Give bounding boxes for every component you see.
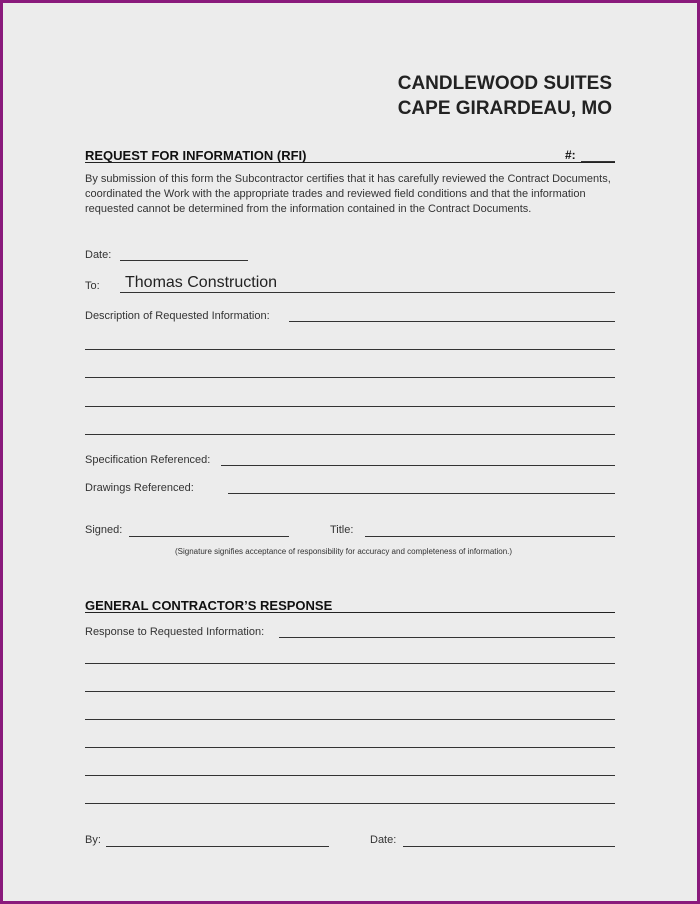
rfi-date-field[interactable]: [120, 260, 248, 261]
header-title-line2: CAPE GIRARDEAU, MO: [397, 98, 612, 119]
response-date-field[interactable]: [403, 846, 615, 847]
rfi-description-line[interactable]: [85, 377, 615, 378]
rfi-to-field[interactable]: [120, 292, 615, 293]
response-title-underline: [85, 612, 615, 613]
response-line[interactable]: [85, 719, 615, 720]
rfi-intro-text: By submission of this form the Subcontractor certifies that it has carefully reviewed the Contract Documents, coordinated the Work with the appropriate trades and reviewed field conditions and that the information requested cannot be determined from the information contained in the Contract Documents.: [85, 173, 611, 215]
response-line[interactable]: [85, 663, 615, 664]
document-page: [3, 3, 697, 901]
rfi-date-label: Date:: [85, 249, 112, 261]
rfi-number-field[interactable]: [581, 161, 615, 162]
rfi-signed-label: Signed:: [85, 524, 123, 536]
rfi-title-field[interactable]: [365, 536, 615, 537]
rfi-title-underline: [85, 162, 615, 163]
rfi-drawings-label: Drawings Referenced:: [85, 482, 194, 494]
response-line[interactable]: [85, 691, 615, 692]
rfi-to-label: To:: [85, 280, 100, 292]
rfi-drawings-field[interactable]: [228, 493, 615, 494]
rfi-title: REQUEST FOR INFORMATION (RFI): [85, 148, 307, 163]
rfi-signed-field[interactable]: [129, 536, 289, 537]
response-field[interactable]: [279, 637, 615, 638]
rfi-spec-field[interactable]: [221, 465, 615, 466]
response-date-label: Date:: [370, 834, 397, 846]
rfi-description-field[interactable]: [289, 321, 615, 322]
rfi-description-line[interactable]: [85, 406, 615, 407]
response-by-label: By:: [85, 834, 101, 846]
rfi-title-label: Title:: [330, 524, 354, 536]
response-label: Response to Requested Information:: [85, 626, 265, 638]
rfi-description-label: Description of Requested Information:: [85, 310, 270, 322]
response-line[interactable]: [85, 775, 615, 776]
response-by-field[interactable]: [106, 846, 329, 847]
rfi-description-line[interactable]: [85, 434, 615, 435]
header-title-line1: CANDLEWOOD SUITES: [397, 73, 612, 94]
rfi-spec-label: Specification Referenced:: [85, 454, 211, 466]
rfi-to-value: Thomas Construction: [125, 274, 278, 291]
rfi-number-label: #:: [565, 148, 576, 162]
response-line[interactable]: [85, 747, 615, 748]
rfi-description-line[interactable]: [85, 349, 615, 350]
rfi-signature-note: (Signature signifies acceptance of responsibility for accuracy and completeness of information.): [175, 547, 513, 556]
response-title: GENERAL CONTRACTOR’S RESPONSE: [85, 598, 333, 613]
response-line[interactable]: [85, 803, 615, 804]
